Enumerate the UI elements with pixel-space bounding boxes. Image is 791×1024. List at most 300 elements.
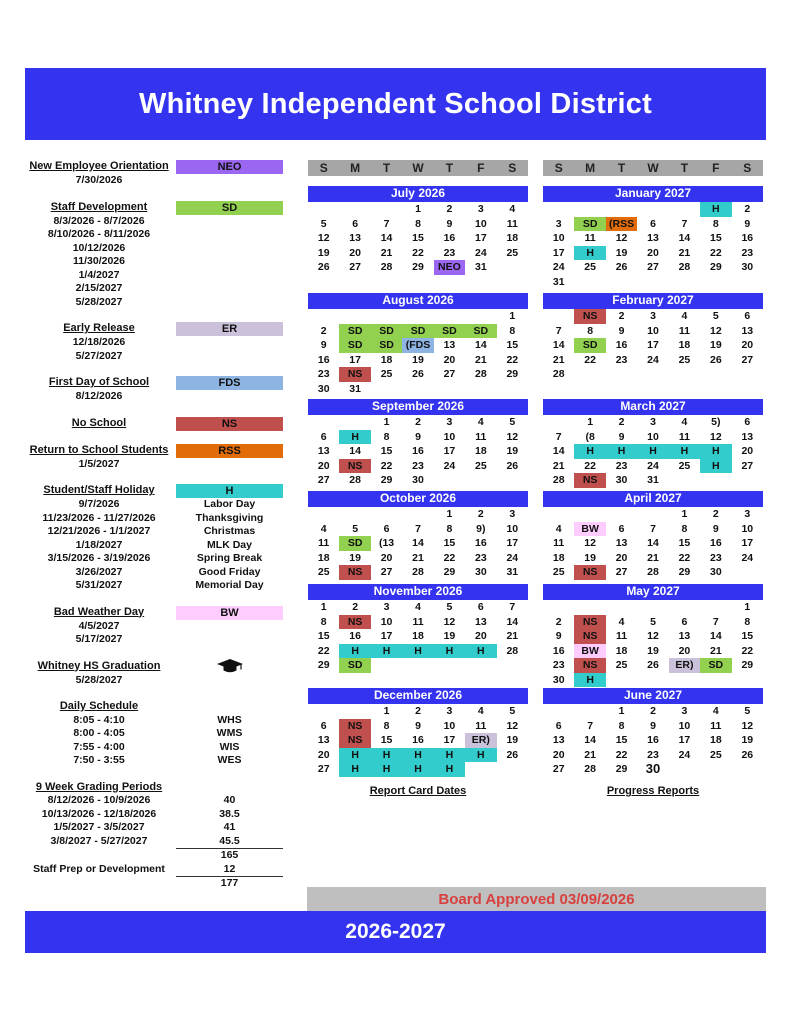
day-cell-h: H	[339, 748, 370, 763]
day-cell: 15	[506, 339, 519, 351]
legend-value	[176, 674, 283, 688]
day-cell: 15	[678, 537, 691, 549]
legend-section-bw	[25, 606, 283, 647]
day-cell-h: H	[574, 673, 605, 688]
month-grid	[308, 600, 528, 673]
day-cell: 13	[349, 232, 361, 244]
legend-value: WMS	[216, 727, 243, 739]
legend-swatch-er: ER	[176, 322, 283, 336]
legend-date: 10/12/2026	[72, 241, 126, 254]
legend-date: 1/5/2027	[78, 457, 120, 470]
legend-value	[176, 255, 283, 269]
day-cell: 14	[412, 537, 424, 549]
day-cell: 7	[681, 217, 688, 230]
day-cell: 13	[678, 630, 691, 642]
day-cell: 27	[317, 474, 330, 486]
day-cell: 25	[584, 261, 596, 273]
day-cell: 8	[712, 217, 719, 230]
legend-section-h	[25, 484, 283, 593]
day-cell: 18	[552, 551, 565, 564]
legend-row	[25, 714, 283, 728]
day-cell: 8	[681, 522, 688, 535]
day-cell: 16	[317, 353, 330, 366]
day-cell: 28	[349, 474, 361, 486]
day-cell: 14	[710, 630, 722, 642]
day-cell: 30	[710, 566, 722, 578]
day-cell	[543, 415, 574, 430]
legend-title: First Day of School	[48, 376, 150, 388]
day-cell: 19	[741, 734, 754, 746]
graduation-cap-icon	[217, 659, 243, 674]
day-cell: 28	[678, 261, 691, 273]
legend-date: 12/21/2026 - 1/1/2027	[47, 525, 151, 537]
day-cell-ns: NS	[574, 658, 605, 673]
day-cell: 31	[552, 275, 565, 288]
day-cell: 23	[615, 353, 628, 366]
day-cell: 29	[615, 763, 628, 775]
day-cell-ns: NS	[574, 565, 605, 580]
day-cell: 24	[647, 459, 659, 472]
day-cell: 1	[446, 508, 453, 520]
legend-value: Labor Day	[203, 498, 256, 510]
day-cell: 9)	[476, 522, 486, 535]
day-cell	[402, 382, 433, 397]
legend-title-row	[25, 322, 283, 336]
day-cell: 28	[647, 566, 659, 578]
day-cell: 7	[712, 615, 719, 628]
day-cell: 16	[615, 339, 628, 351]
legend-row	[25, 458, 283, 472]
day-cell: 5)	[711, 416, 721, 428]
month-title: December 2026	[308, 688, 528, 704]
day-cell	[574, 600, 605, 615]
legend-date: 7:55 - 4:00	[73, 740, 125, 753]
day-cell	[732, 565, 763, 580]
day-cell	[543, 309, 574, 324]
day-cell-h: H	[700, 444, 731, 459]
legend-row	[25, 255, 283, 269]
legend-swatch-fds: FDS	[176, 376, 283, 390]
day-cell: 20	[317, 459, 330, 472]
day-cell	[700, 600, 731, 615]
day-cell	[606, 673, 637, 688]
legend-value: 165	[176, 848, 283, 863]
day-cell	[732, 473, 763, 488]
weekday-label: S	[319, 161, 328, 175]
month-february-2027	[543, 293, 763, 382]
day-cell-ns: NS	[574, 309, 605, 324]
day-cell: 20	[647, 246, 659, 259]
legend-title-row	[25, 660, 283, 674]
day-cell: 9	[415, 719, 421, 732]
day-cell: 24	[443, 459, 456, 472]
legend-date: 8:05 - 4:10	[73, 713, 125, 726]
day-cell: 11	[616, 630, 628, 642]
day-cell	[308, 507, 339, 522]
day-cell: 21	[475, 353, 487, 366]
weekday-label: T	[445, 161, 454, 175]
day-cell: 5	[744, 705, 751, 717]
day-cell: 26	[506, 748, 519, 761]
day-cell: 11	[553, 537, 565, 549]
day-cell: 27	[647, 261, 659, 273]
day-cell: 16	[647, 734, 659, 746]
day-cell: 17	[443, 734, 456, 746]
day-cell	[465, 658, 496, 673]
day-cell: 22	[710, 246, 722, 259]
day-cell-h: H	[402, 762, 433, 777]
day-cell: 17	[552, 246, 565, 259]
legend-section-daily	[25, 700, 283, 768]
month-title: August 2026	[308, 293, 528, 309]
legend-date: 7:50 - 3:55	[73, 754, 125, 766]
legend-swatch-neo: NEO	[176, 160, 283, 174]
day-cell: 11	[412, 615, 424, 628]
weekday-label: W	[647, 161, 659, 175]
legend-row	[25, 336, 283, 350]
day-cell: 20	[741, 339, 754, 351]
day-cell: 23	[647, 748, 659, 761]
day-cell-h: H	[700, 202, 731, 217]
month-title: July 2026	[308, 186, 528, 202]
legend-date: 4/5/2027	[78, 619, 120, 632]
legend-value: 177	[176, 876, 283, 891]
day-cell: 28	[552, 368, 565, 380]
day-cell: 2	[712, 508, 719, 520]
weekday-label: S	[508, 161, 517, 175]
legend-date: 8:00 - 4:05	[73, 727, 125, 739]
day-cell: 11	[506, 217, 518, 230]
day-cell: 29	[506, 368, 519, 380]
day-cell-h: H	[465, 748, 496, 763]
day-cell-er: ER)	[465, 733, 496, 748]
day-cell: 17	[349, 353, 361, 366]
day-cell-sd: SD	[339, 324, 370, 339]
legend-value: WIS	[219, 740, 240, 753]
day-cell-fds: (FDS	[402, 338, 433, 353]
day-cell: 19	[506, 445, 519, 457]
legend-section-grad	[25, 660, 283, 688]
day-cell-h: H	[606, 444, 637, 459]
day-cell: 11	[475, 719, 487, 732]
legend-date: 10/13/2026 - 12/18/2026	[41, 807, 157, 820]
legend-swatch-rss: RSS	[176, 444, 283, 458]
day-cell-big: 30	[645, 761, 661, 776]
day-cell: 20	[443, 353, 456, 366]
day-cell: 10	[678, 719, 691, 732]
month-grid	[543, 309, 763, 382]
day-cell: 21	[584, 748, 596, 761]
day-cell: 12	[615, 232, 628, 244]
day-cell: 11	[678, 430, 690, 443]
legend-row	[25, 282, 283, 296]
day-cell: 2	[415, 705, 421, 717]
day-cell	[497, 260, 528, 275]
month-grid	[308, 202, 528, 275]
day-cell: 25	[678, 353, 691, 366]
day-cell: 10	[443, 430, 456, 443]
legend-value	[176, 350, 283, 364]
day-cell: 12	[710, 324, 722, 337]
day-cell: 7	[555, 430, 562, 443]
day-cell: 5	[650, 615, 656, 628]
day-cell	[669, 762, 700, 777]
legend-row	[25, 848, 283, 863]
day-cell: 23	[475, 551, 487, 564]
day-cell: 25	[678, 459, 691, 472]
day-cell-h: H	[434, 748, 465, 763]
month-september-2026	[308, 399, 528, 488]
day-cell: 5	[446, 601, 453, 613]
day-cell: 18	[380, 353, 393, 366]
day-cell: 10	[741, 522, 754, 535]
day-cell: 19	[443, 630, 456, 642]
day-cell	[669, 202, 700, 217]
day-cell	[465, 762, 496, 777]
legend-date: 12/18/2026	[72, 336, 126, 348]
day-cell	[402, 507, 433, 522]
day-cell: 24	[741, 551, 754, 564]
day-cell: 27	[349, 261, 361, 273]
day-cell-ns: NS	[574, 629, 605, 644]
day-cell: 29	[443, 566, 456, 578]
day-cell	[543, 507, 574, 522]
weekday-label: T	[617, 161, 626, 175]
day-cell: 20	[741, 445, 754, 457]
day-cell: 26	[412, 368, 424, 380]
legend-section-sd	[25, 201, 283, 310]
day-cell: 7	[650, 522, 656, 535]
day-cell: 28	[380, 261, 393, 273]
day-cell: 30	[741, 261, 754, 273]
day-cell	[637, 275, 668, 290]
legend-value	[176, 458, 283, 472]
day-cell: 29	[741, 659, 754, 671]
day-cell	[669, 600, 700, 615]
day-cell-h: H	[339, 644, 370, 659]
day-cell: 8	[744, 615, 751, 628]
legend-date: 8/3/2026 - 8/7/2026	[53, 214, 145, 227]
day-cell: 4	[681, 310, 688, 322]
day-cell	[497, 658, 528, 673]
day-cell-h: H	[700, 459, 731, 474]
day-cell: 9	[446, 217, 453, 230]
day-cell: 27	[443, 368, 456, 380]
day-cell: 17	[678, 734, 691, 746]
day-cell: 6	[555, 719, 562, 732]
day-cell-h: H	[637, 444, 668, 459]
day-cell: 3	[650, 310, 656, 322]
day-cell: 9	[618, 430, 625, 443]
day-cell	[434, 473, 465, 488]
day-cell: 19	[506, 734, 519, 746]
legend-title-row	[25, 781, 283, 795]
legend-row	[25, 754, 283, 768]
day-cell: 14	[475, 339, 487, 351]
legend-swatch-ns: NS	[176, 417, 283, 431]
legend-title: Whitney HS Graduation	[37, 659, 161, 672]
day-cell	[574, 367, 605, 382]
day-cell: 19	[710, 339, 722, 351]
day-cell-sd: SD	[465, 324, 496, 339]
day-cell: 29	[412, 261, 424, 273]
day-cell: 25	[317, 566, 330, 578]
day-cell: 21	[552, 459, 565, 472]
day-cell: 22	[615, 748, 628, 761]
day-cell: 31	[349, 382, 361, 395]
day-cell: 17	[741, 537, 754, 549]
day-cell: 27	[741, 353, 754, 366]
day-cell	[574, 704, 605, 719]
day-cell: 6	[477, 601, 484, 613]
day-cell: 28	[412, 566, 424, 578]
day-cell: 22	[506, 353, 519, 366]
day-cell	[574, 507, 605, 522]
day-cell: 13	[615, 537, 628, 549]
day-cell: 4	[477, 416, 484, 428]
day-cell: 7	[383, 217, 390, 230]
legend-value: Memorial Day	[195, 579, 264, 591]
day-cell: 29	[380, 474, 393, 486]
legend-title: Student/Staff Holiday	[43, 484, 155, 496]
day-cell: 30	[615, 474, 628, 486]
day-cell: 8	[415, 217, 421, 230]
legend-date: 5/31/2027	[75, 579, 123, 591]
day-cell: 8	[383, 719, 390, 732]
day-cell: 31	[647, 474, 659, 486]
day-cell: (8	[585, 430, 595, 443]
legend-title-row	[25, 160, 283, 174]
day-cell: 21	[412, 551, 424, 564]
month-grid	[543, 202, 763, 289]
day-cell: 21	[552, 353, 565, 366]
day-cell-neo: NEO	[434, 260, 465, 275]
legend-value: 45.5	[219, 834, 240, 847]
day-cell: 3	[650, 416, 656, 428]
day-cell	[606, 600, 637, 615]
day-cell: 26	[710, 353, 722, 366]
legend-value: Spring Break	[196, 552, 263, 564]
day-cell: 14	[552, 339, 565, 351]
month-title: May 2027	[543, 584, 763, 600]
month-october-2026	[308, 491, 528, 580]
day-cell: 16	[443, 232, 456, 244]
day-cell: 12	[584, 537, 596, 549]
day-cell: 26	[647, 659, 659, 671]
legend-date: 11/23/2026 - 11/27/2026	[42, 511, 156, 524]
day-cell: 17	[443, 445, 456, 457]
day-cell: 7	[555, 324, 562, 337]
legend-sidebar	[25, 160, 283, 891]
day-cell: 1	[383, 705, 390, 717]
day-cell: 7	[415, 522, 421, 535]
month-title: October 2026	[308, 491, 528, 507]
day-cell	[637, 673, 668, 688]
day-cell: 25	[506, 246, 519, 259]
day-cell: 3	[744, 508, 751, 520]
day-cell: 28	[584, 763, 596, 775]
day-cell: 21	[678, 246, 691, 259]
day-cell: 17	[647, 339, 659, 351]
month-august-2026	[308, 293, 528, 396]
report-card-dates-label: Report Card Dates	[369, 785, 467, 797]
day-cell: 22	[380, 459, 393, 472]
day-cell: 17	[506, 537, 519, 549]
month-april-2027	[543, 491, 763, 580]
day-cell: 30	[475, 566, 487, 578]
day-cell: 6	[744, 416, 751, 428]
legend-title: Staff Development	[50, 200, 148, 213]
legend-title: Daily Schedule	[59, 700, 139, 712]
day-cell	[402, 309, 433, 324]
day-cell: 13	[741, 324, 754, 337]
day-cell: 15	[710, 232, 722, 244]
day-cell: 16	[412, 734, 424, 746]
day-cell: 13	[317, 445, 330, 457]
day-cell	[669, 275, 700, 290]
day-cell: 11	[678, 324, 690, 337]
day-cell: 24	[552, 261, 565, 273]
day-cell: 24	[475, 246, 487, 259]
day-cell: 23	[412, 459, 424, 472]
legend-date: 11/30/2026	[73, 255, 125, 267]
day-cell: 23	[317, 368, 330, 380]
day-cell: 5	[712, 310, 719, 322]
day-cell-bw: BW	[574, 644, 605, 659]
day-cell: 10	[443, 719, 456, 732]
day-cell	[732, 762, 763, 777]
day-cell: 9	[555, 630, 562, 642]
day-cell: 30	[317, 382, 330, 395]
day-cell: 14	[380, 232, 393, 244]
day-cell: 1	[415, 203, 421, 215]
legend-title-row	[25, 700, 283, 714]
day-cell-h: H	[669, 444, 700, 459]
day-cell: 31	[475, 261, 487, 273]
legend-value: 40	[223, 794, 236, 806]
day-cell: 12	[317, 232, 330, 244]
day-cell: 26	[741, 748, 754, 761]
day-cell: 29	[678, 566, 691, 578]
legend-row	[25, 539, 283, 553]
legend-date: 5/28/2027	[75, 295, 123, 308]
month-december-2026	[308, 688, 528, 777]
day-cell	[434, 658, 465, 673]
legend-swatch-bw: BW	[176, 606, 283, 620]
day-cell: 1	[618, 705, 625, 717]
month-june-2027	[543, 688, 763, 777]
day-cell	[339, 309, 370, 324]
legend-date: 1/18/2027	[75, 538, 123, 551]
month-title: March 2027	[543, 399, 763, 415]
day-cell	[637, 600, 668, 615]
legend-date: Staff Prep or Development	[33, 862, 165, 875]
day-cell-sd: SD	[371, 324, 402, 339]
day-cell: 9	[415, 430, 421, 443]
day-cell	[497, 762, 528, 777]
legend-title-row	[25, 606, 283, 620]
day-cell: 6	[744, 310, 751, 322]
day-cell: 10	[647, 430, 659, 443]
day-cell: 1	[681, 508, 688, 520]
day-cell: 8	[383, 430, 390, 443]
weekday-label: T	[382, 161, 391, 175]
board-approved-text: Board Approved 03/09/2026	[438, 890, 635, 908]
month-title: January 2027	[543, 186, 763, 202]
legend-row	[25, 228, 283, 242]
legend-date	[25, 876, 173, 891]
day-cell: 3	[477, 203, 484, 215]
